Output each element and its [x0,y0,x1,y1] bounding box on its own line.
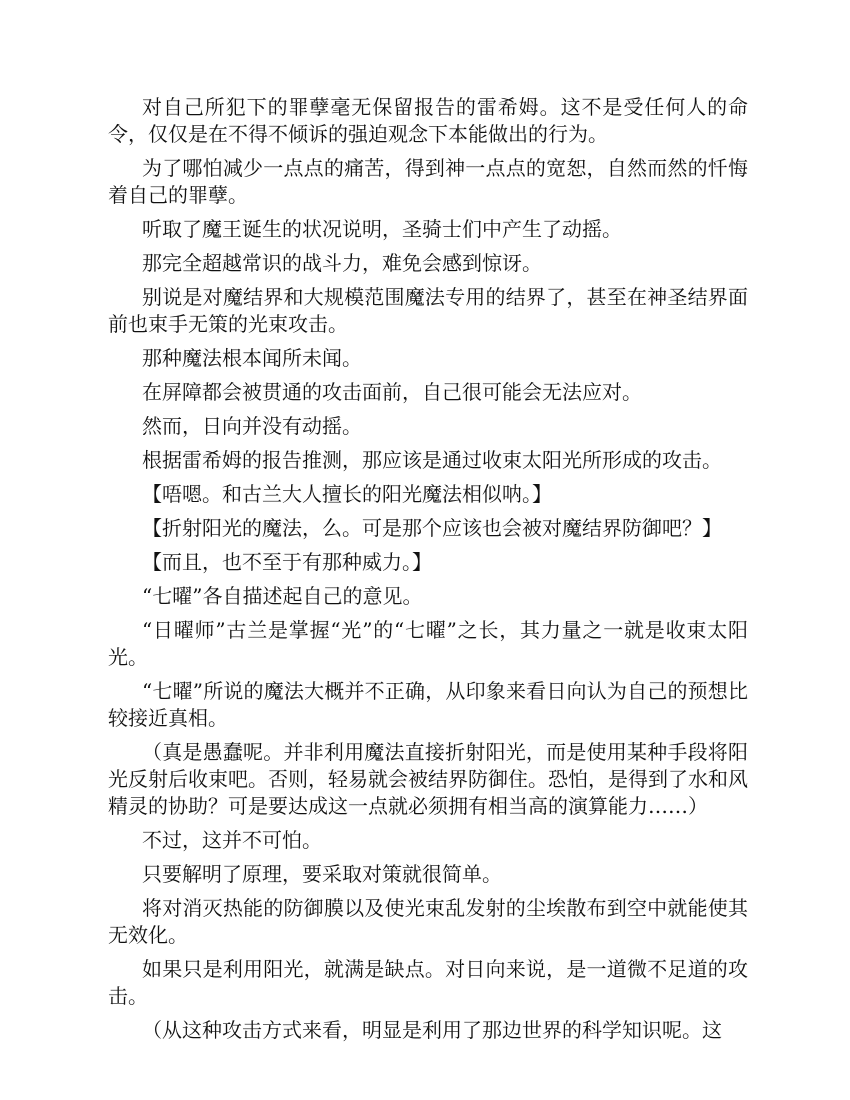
paragraph-3: 听取了魔王诞生的状况说明，圣骑士们中产生了动摇。 [142,217,622,241]
paragraph-17: 不过，这并不可怕。 [142,828,322,852]
paragraph-10: 【唔嗯。和古兰大人擅长的阳光魔法相似呐。】 [142,482,552,506]
paragraph-18: 只要解明了原理，要采取对策就很简单。 [142,862,502,886]
paragraph-9: 根据雷希姆的报告推测，那应该是通过收束太阳光所形成的攻击。 [142,448,722,472]
paragraph-19: 将对消灭热能的防御膜以及使光束乱发射的尘埃散布到空中就能使其无效化。 [108,896,748,947]
paragraph-21: （从这种攻击方式来看，明显是利用了那边世界的科学知识呢。这 [142,1018,722,1042]
paragraph-15: “七曜”所说的魔法大概并不正确，从印象来看日向认为自己的预想比较接近真相。 [108,679,748,730]
paragraph-14: “日曜师”古兰是掌握“光”的“七曜”之长，其力量之一就是收束太阳光。 [108,618,748,669]
paragraph-5: 别说是对魔结界和大规模范围魔法专用的结界了，甚至在神圣结界面前也束手无策的光束攻击。 [108,285,748,336]
document-page [108,94,748,1051]
paragraph-4: 那完全超越常识的战斗力，难免会感到惊讶。 [142,251,542,275]
paragraph-7: 在屏障都会被贯通的攻击面前，自己很可能会无法应对。 [142,380,642,404]
paragraph-2: 为了哪怕减少一点点的痛苦，得到神一点点的宽恕，自然而然的忏悔着自己的罪孽。 [108,156,748,207]
paragraph-11: 【折射阳光的魔法，么。可是那个应该也会被对魔结界防御吧？】 [142,516,722,540]
paragraph-16: （真是愚蠢呢。并非利用魔法直接折射阳光，而是使用某种手段将阳光反射后收束吧。否则，轻易就会被结界防御住。恐怕，是得到了水和风精灵的协助？可是要达成这一点就必须拥有相当高的演算能力……） [108,740,748,818]
paragraph-12: 【而且，也不至于有那种威力。】 [142,550,432,574]
paragraph-6: 那种魔法根本闻所未闻。 [142,346,362,370]
paragraph-8: 然而，日向并没有动摇。 [142,414,362,438]
paragraph-13: “七曜”各自描述起自己的意见。 [142,584,423,608]
paragraph-1: 对自己所犯下的罪孽毫无保留报告的雷希姆。这不是受任何人的命令，仅仅是在不得不倾诉的强迫观念下本能做出的行为。 [108,95,748,146]
paragraph-20: 如果只是利用阳光，就满是缺点。对日向来说，是一道微不足道的攻击。 [108,957,748,1008]
